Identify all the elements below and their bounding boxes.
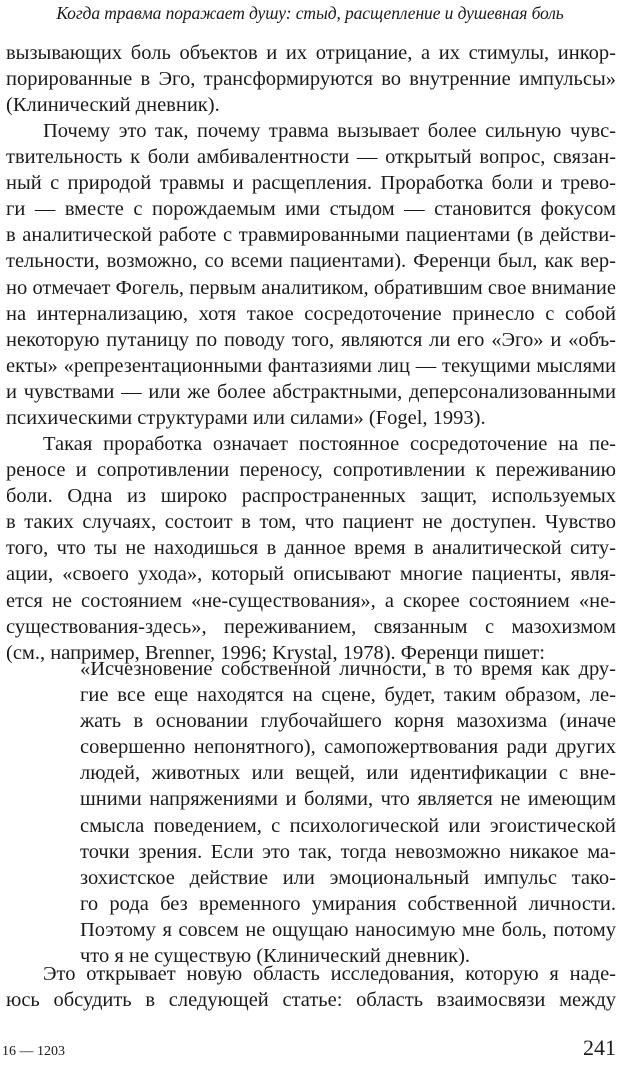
text-line: реносе и сопротивлении переносу, сопротивлении к переживанию: [6, 459, 616, 482]
text-line: екты» «репрезентационными фантазиями лиц — текущими мыслями: [6, 354, 616, 377]
page-number: 241: [583, 1035, 616, 1060]
text-line: ги — вместе с порождаемым ими стыдом — становится фокусом: [6, 198, 616, 221]
quote-line: гие все еще находятся на сцене, будет, таким образом, ле-: [80, 684, 616, 707]
text-line: (Клинический дневник).: [6, 94, 220, 117]
text-line: психическими структурами или силами» (Fogel, 1993).: [6, 407, 486, 430]
quote-line: Поэтому я совсем не ощущаю наносимую мне боль, потому: [80, 918, 616, 941]
text-line: ный с природой травмы и расщепления. Проработка боли и трево-: [6, 172, 616, 195]
text-line: Это открывает новую область исследования, которую я наде-: [43, 963, 616, 985]
quote-line: людей, животных или вещей, или идентификации с вне-: [80, 762, 616, 785]
quote-line: смысла поведением, с психологической или эгоистической: [80, 814, 616, 837]
quote-line: что я не существую (Клинический дневник).: [80, 945, 471, 968]
quote-line: «Исчезновение собственной личности, в то время как дру-: [80, 658, 616, 680]
text-line: Почему это так, почему травма вызывает более сильную чувс-: [43, 120, 616, 142]
paragraph-2: [6, 118, 616, 431]
text-line: (см., например, Brenner, 1996; Krystal, 1978). Ференци пишет:: [6, 641, 545, 664]
text-line: Такая проработка означает постоянное сосредоточение на пе-: [43, 433, 616, 455]
text-line: тельности, возможно, со всеми пациентами). Ференци был, как вер-: [6, 250, 616, 273]
text-line: ется не состоянием «не-существования», а скорее состоянием «не-: [6, 589, 616, 612]
quote-line: го рода без временного умирания собственной личности.: [80, 892, 616, 915]
text-line: ации, «своего ухода», который описывают многие пациенты, явля-: [6, 563, 616, 586]
text-line: порированные в Эго, трансформируются во внутренние импульсы»: [6, 68, 616, 91]
paragraph-4: [6, 961, 616, 1013]
text-line: в таких случаях, состоит в том, что пациент не доступен. Чувство: [6, 511, 616, 534]
text-line: юсь обсудить в следующей статье: область взаимосвязи между: [6, 989, 616, 1012]
text-line: твительность к боли амбивалентности — открытый вопрос, связан-: [6, 146, 616, 169]
quote-line: жать в основании глубочайшего корня мазохизма (иначе: [80, 710, 616, 733]
quote-line: совершенно непонятного), самопожертвования ради других: [80, 736, 616, 759]
quote-line: шними напряжениями и болями, что является не имеющим: [80, 788, 616, 811]
blockquote: [80, 656, 616, 969]
paragraph-3: [6, 431, 616, 666]
text-line: но отмечает Фогель, первым аналитиком, обратившим свое внимание: [6, 276, 616, 299]
text-line: боли. Одна из широко распространенных защит, используемых: [6, 485, 616, 508]
paragraph-1: [6, 40, 616, 118]
quote-line: точки зрения. Если это так, тогда невозможно никакое ма-: [80, 840, 616, 863]
text-line: некоторую путаницу по поводу того, являются ли его «Эго» и «объ-: [6, 328, 616, 351]
text-line: вызывающих боль объектов и их отрицание, а их стимулы, инкор-: [6, 42, 616, 64]
text-line: существования-здесь», переживанием, связанным с мазохизмом: [6, 615, 616, 638]
quote-line: зохистское действие или эмоциональный импульс тако-: [80, 866, 616, 889]
text-line: в аналитической работе с травмированными пациентами (в действи-: [6, 224, 616, 247]
text-line: того, что ты не находишься в данное время в аналитической ситу-: [6, 537, 616, 560]
running-head: Когда травма поражает душу: стыд, расщепление и душевная боль: [56, 3, 564, 23]
printer-signature: 16 — 1203: [2, 1044, 65, 1059]
text-line: на интернализацию, хотя такое сосредоточение принесло с собой: [6, 302, 616, 325]
text-line: и чувствами — или же более абстрактными, деперсонализованными: [6, 380, 616, 403]
